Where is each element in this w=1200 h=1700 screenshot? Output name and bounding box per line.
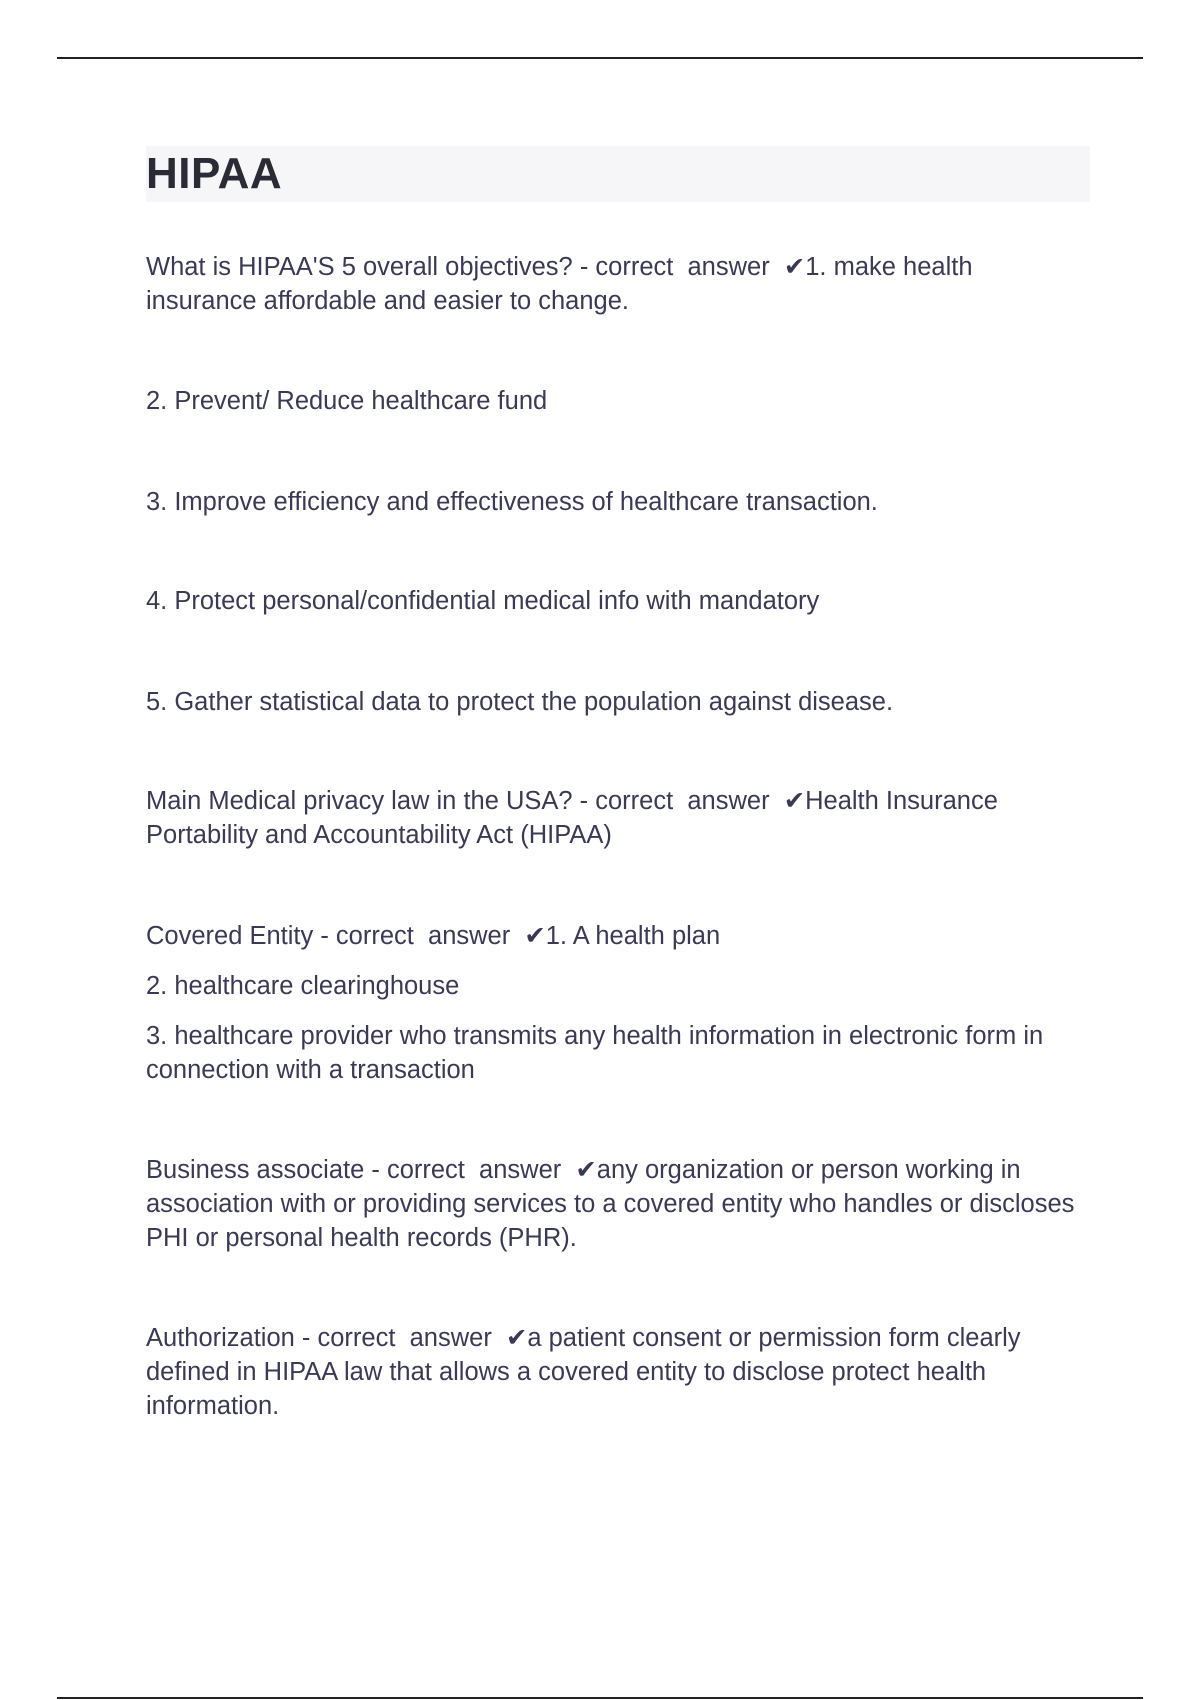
paragraph-covered-entity: Covered Entity - correct answer ✔1. A health plan xyxy=(146,922,721,950)
paragraph-objective-4: 4. Protect personal/confidential medical info with mandatory xyxy=(146,587,820,615)
page-title: HIPAA xyxy=(146,149,283,198)
paragraph-objective-5: 5. Gather statistical data to protect the population against disease. xyxy=(146,688,894,716)
paragraph-objectives-question: What is HIPAA'S 5 overall objectives? - correct answer ✔1. make health insurance affordable and easier to change. xyxy=(146,253,980,315)
paragraph-authorization: Authorization - correct answer ✔a patient consent or permission form clearly defined in HIPAA law that allows a covered entity to disclose protect health information. xyxy=(146,1324,1028,1420)
paragraph-business-associate: Business associate - correct answer ✔any organization or person working in association with or providing services to a covered entity who handles or discloses PHI or personal health records (PHR). xyxy=(146,1156,1082,1252)
title-bar xyxy=(146,146,1090,202)
bottom-rule xyxy=(57,1697,1143,1699)
paragraph-covered-entity-2: 2. healthcare clearinghouse xyxy=(146,972,460,1000)
paragraph-covered-entity-3: 3. healthcare provider who transmits any health information in electronic form in connection with a transaction xyxy=(146,1022,1051,1084)
top-rule xyxy=(57,57,1143,59)
paragraph-objective-2: 2. Prevent/ Reduce healthcare fund xyxy=(146,387,548,415)
paragraph-privacy-law: Main Medical privacy law in the USA? - correct answer ✔Health Insurance Portability and Accountability Act (HIPAA) xyxy=(146,787,1005,849)
paragraph-objective-3: 3. Improve efficiency and effectiveness of healthcare transaction. xyxy=(146,488,878,516)
